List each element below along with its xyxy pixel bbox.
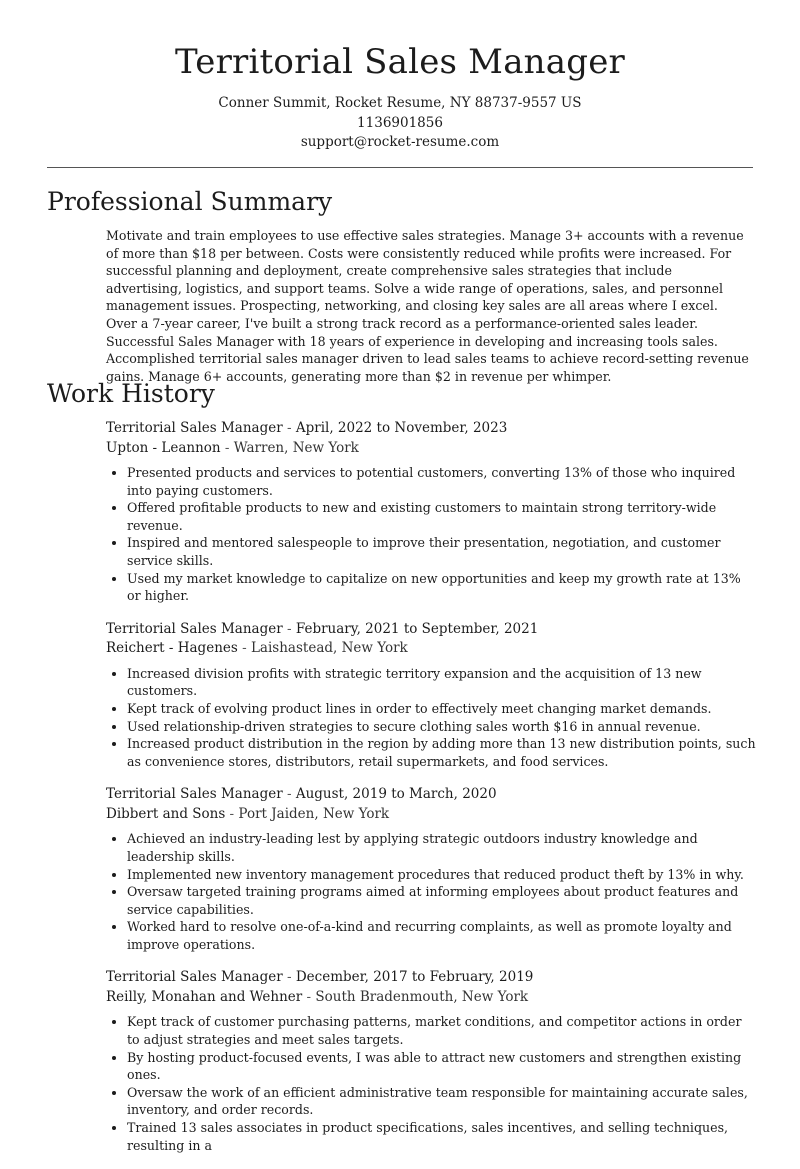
separator: - bbox=[282, 620, 296, 637]
work-history-list bbox=[106, 419, 756, 1169]
job-bullet: • Increased division profits with strategic territory expansion and the acquisition of 13 new customers. bbox=[127, 665, 756, 700]
separator: - bbox=[237, 640, 251, 657]
job-bullet: • Worked hard to resolve one-of-a-kind and recurring complaints, as well as promote loyalty and improve operations. bbox=[127, 918, 756, 953]
job-bullets bbox=[106, 665, 756, 771]
job-dates: December, 2017 to February, 2019 bbox=[295, 969, 534, 986]
work-history-heading: Work History bbox=[47, 379, 215, 408]
job-location: Warren, New York bbox=[233, 439, 359, 456]
job-bullet: • Implemented new inventory management procedures that reduced product theft by 13% in why. bbox=[127, 866, 756, 884]
job-company-line bbox=[106, 988, 756, 1008]
job-company: Dibbert and Sons bbox=[106, 805, 226, 822]
job-company-line bbox=[106, 439, 756, 459]
job-location: Laishastead, New York bbox=[250, 640, 408, 657]
job-bullet: • Offered profitable products to new and existing customers to maintain strong territory-wide revenue. bbox=[127, 499, 756, 534]
job-bullets bbox=[106, 464, 756, 605]
separator: - bbox=[220, 439, 234, 456]
resume-header bbox=[0, 0, 800, 153]
job-title: Territorial Sales Manager bbox=[106, 969, 283, 986]
job-dates: February, 2021 to September, 2021 bbox=[295, 620, 539, 637]
job-entry bbox=[106, 620, 756, 771]
separator: - bbox=[282, 786, 296, 803]
job-bullet: • By hosting product-focused events, I was able to attract new customers and strengthen existing ones. bbox=[127, 1049, 756, 1084]
job-bullet: • Inspired and mentored salespeople to improve their presentation, negotiation, and customer service skills. bbox=[127, 534, 756, 569]
job-bullet: • Increased product distribution in the region by adding more than 13 new distribution points, such as convenience stores, distributors, retail supermarkets, and food services. bbox=[127, 735, 756, 770]
job-title-line bbox=[106, 419, 756, 439]
job-company: Reichert - Hagenes bbox=[106, 640, 238, 657]
job-dates: April, 2022 to November, 2023 bbox=[295, 420, 508, 436]
job-company: Reilly, Monahan and Wehner bbox=[106, 988, 303, 1005]
job-bullet: • Oversaw the work of an efficient administrative team responsible for maintaining accurate sales, inventory, and order records. bbox=[127, 1084, 756, 1119]
job-bullet: • Presented products and services to potential customers, converting 13% of those who inquired into paying customers. bbox=[127, 464, 756, 499]
separator: - bbox=[282, 969, 296, 986]
job-company-line bbox=[106, 805, 756, 825]
resume-name: Territorial Sales Manager bbox=[175, 42, 625, 82]
job-title-line bbox=[106, 785, 756, 805]
job-bullet: • Kept track of customer purchasing patterns, market conditions, and competitor actions in order to adjust strategies and meet sales targets. bbox=[127, 1013, 756, 1048]
summary-heading: Professional Summary bbox=[47, 187, 333, 216]
job-title: Territorial Sales Manager bbox=[106, 620, 283, 637]
job-bullet: • Used relationship-driven strategies to secure clothing sales worth $16 in annual revenue. bbox=[127, 718, 756, 736]
job-title: Territorial Sales Manager bbox=[106, 420, 283, 436]
job-company-line bbox=[106, 639, 756, 659]
separator: - bbox=[225, 805, 239, 822]
job-title-line bbox=[106, 620, 756, 640]
job-entry bbox=[106, 785, 756, 953]
job-company: Upton - Leannon bbox=[106, 439, 221, 456]
header-divider bbox=[47, 167, 753, 168]
job-location: Port Jaiden, New York bbox=[238, 805, 390, 822]
job-bullet: • Used my market knowledge to capitalize on new opportunities and keep my growth rate at 13% or higher. bbox=[127, 570, 756, 605]
job-entry bbox=[106, 419, 756, 605]
summary-text: Motivate and train employees to use effective sales strategies. Manage 3+ accounts with a revenue of more than $18 per between. Costs were consistently reduced while profits were increased. For successful planning and deployment, create comprehensive sales strategies that include advertising, logistics, and support teams. Solve a wide range of operations, sales, and personnel management issues. Prospecting, networking, and closing key sales are all areas where I excel. Over a 7-year career, I've built a strong track record as a performance-oriented sales leader. Successful Sales Manager with 18 years of experience in developing and increasing tools sales. Accomplished territorial sales manager driven to lead sales teams to achieve record-setting revenue gains. Manage 6+ accounts, generating more than $2 in revenue per whimper. bbox=[106, 228, 749, 384]
job-bullet: • Trained 13 sales associates in product specifications, sales incentives, and selling techniques, resulting in a bbox=[127, 1119, 756, 1154]
job-bullet: • Oversaw targeted training programs aimed at informing employees about product features and service capabilities. bbox=[127, 883, 756, 918]
job-title: Territorial Sales Manager bbox=[106, 786, 283, 803]
job-location: South Bradenmouth, New York bbox=[315, 988, 529, 1005]
contact-address: Conner Summit, Rocket Resume, NY 88737-9557 US bbox=[218, 95, 582, 111]
job-bullets bbox=[106, 830, 756, 953]
job-entry bbox=[106, 968, 756, 1154]
contact-phone: 1136901856 bbox=[357, 114, 443, 131]
job-bullet: • Achieved an industry-leading lest by applying strategic outdoors industry knowledge and leadership skills. bbox=[127, 830, 756, 865]
contact-info bbox=[0, 94, 800, 153]
separator: - bbox=[282, 420, 296, 436]
job-dates: August, 2019 to March, 2020 bbox=[295, 786, 497, 803]
job-bullet: • Kept track of evolving product lines in order to effectively meet changing market demands. bbox=[127, 700, 756, 718]
contact-email: support@rocket-resume.com bbox=[300, 134, 500, 150]
separator: - bbox=[302, 988, 316, 1005]
job-title-line bbox=[106, 968, 756, 988]
